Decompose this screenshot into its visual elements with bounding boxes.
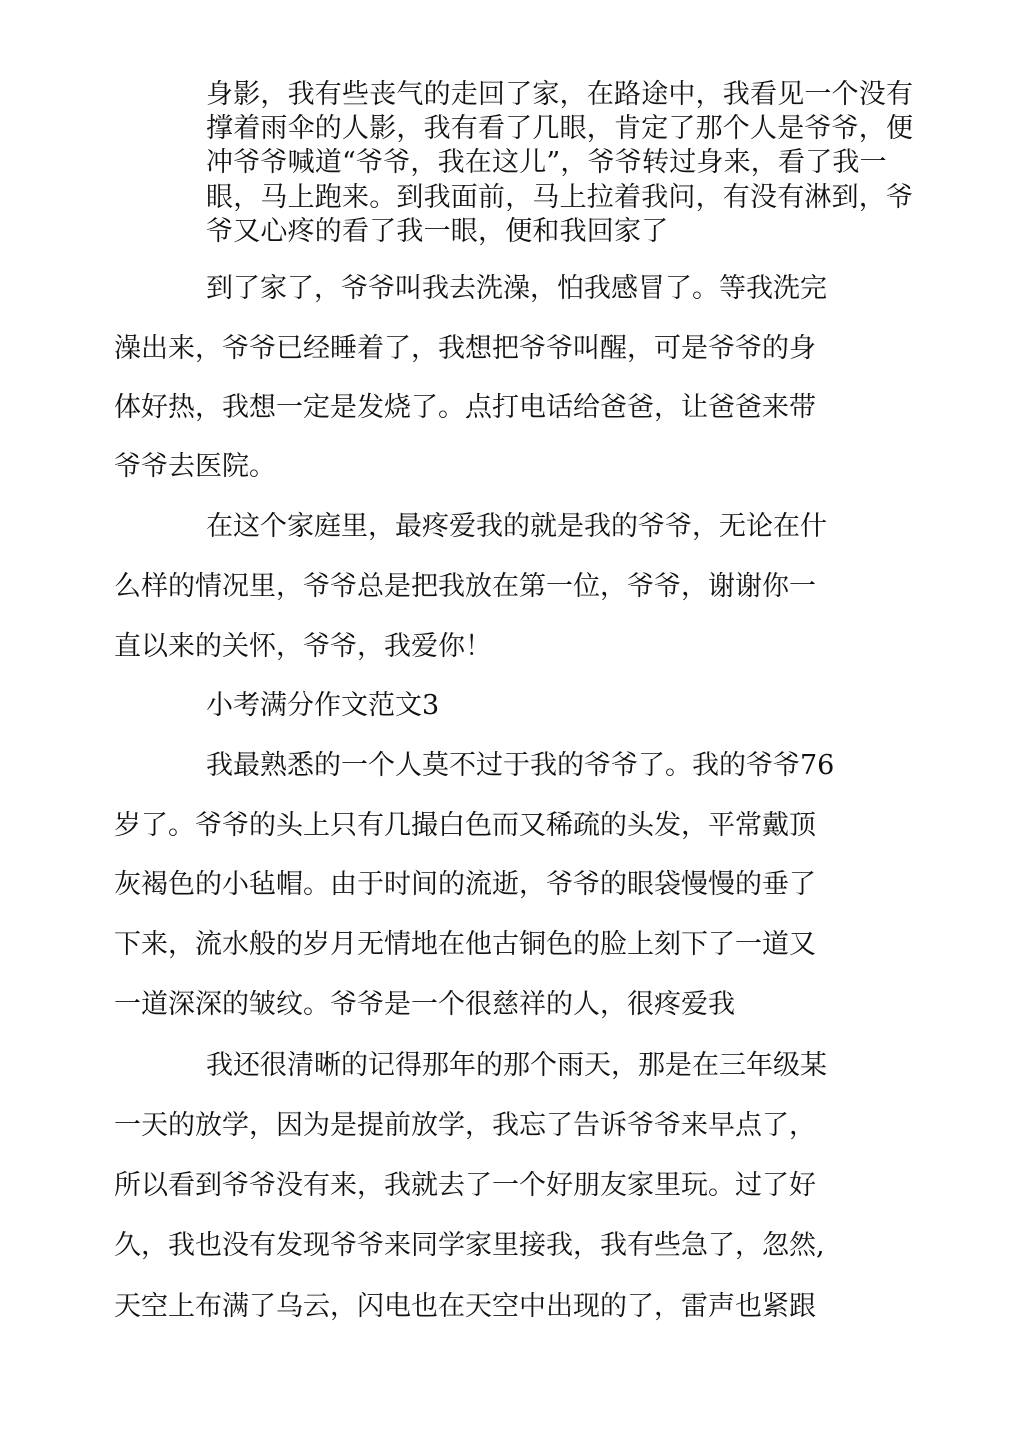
text-line: 我还很清晰的记得那年的那个雨天，那是在三年级某 — [206, 1050, 827, 1081]
text-line: 岁了。爷爷的头上只有几撮白色而又稀疏的头发，平常戴顶 — [114, 810, 816, 841]
text-line: 久，我也没有发现爷爷来同学家里接我，我有些急了，忽然, — [114, 1230, 825, 1261]
text-line: 么样的情况里，爷爷总是把我放在第一位，爷爷，谢谢你一 — [114, 571, 816, 602]
text-line: 撑着雨伞的人影，我有看了几眼，肯定了那个人是爷爷，便 — [206, 113, 914, 144]
text-line: 天空上布满了乌云，闪电也在天空中出现的了，雷声也紧跟 — [114, 1291, 816, 1322]
text-line: 灰褐色的小毡帽。由于时间的流逝，爷爷的眼袋慢慢的垂了 — [114, 869, 816, 900]
text-line: 眼，马上跑来。到我面前，马上拉着我问，有没有淋到，爷 — [206, 182, 914, 213]
section-heading: 小考满分作文范文3 — [206, 690, 440, 721]
text-line: 到了家了，爷爷叫我去洗澡，怕我感冒了。等我洗完 — [206, 273, 827, 304]
text-line: 爷爷去医院。 — [114, 451, 276, 482]
text-line: 身影，我有些丧气的走回了家，在路途中，我看见一个没有 — [206, 79, 914, 110]
text-line: 冲爷爷喊道“爷爷，我在这儿”，爷爷转过身来，看了我一 — [206, 147, 887, 178]
text-line: 所以看到爷爷没有来，我就去了一个好朋友家里玩。过了好 — [114, 1170, 816, 1201]
text-line: 直以来的关怀，爷爷，我爱你！ — [114, 631, 492, 662]
text-line: 我最熟悉的一个人莫不过于我的爷爷了。我的爷爷76 — [206, 750, 835, 781]
text-line: 澡出来，爷爷已经睡着了，我想把爷爷叫醒，可是爷爷的身 — [114, 333, 816, 364]
text-line: 一道深深的皱纹。爷爷是一个很慈祥的人，很疼爱我 — [114, 989, 735, 1020]
text-line: 下来，流水般的岁月无情地在他古铜色的脸上刻下了一道又 — [114, 929, 816, 960]
text-line: 在这个家庭里，最疼爱我的就是我的爷爷，无论在什 — [206, 511, 827, 542]
text-line: 一天的放学，因为是提前放学，我忘了告诉爷爷来早点了， — [114, 1110, 816, 1141]
text-line: 体好热，我想一定是发烧了。点打电话给爸爸，让爸爸来带 — [114, 392, 816, 423]
text-line: 爷又心疼的看了我一眼，便和我回家了 — [206, 216, 669, 247]
